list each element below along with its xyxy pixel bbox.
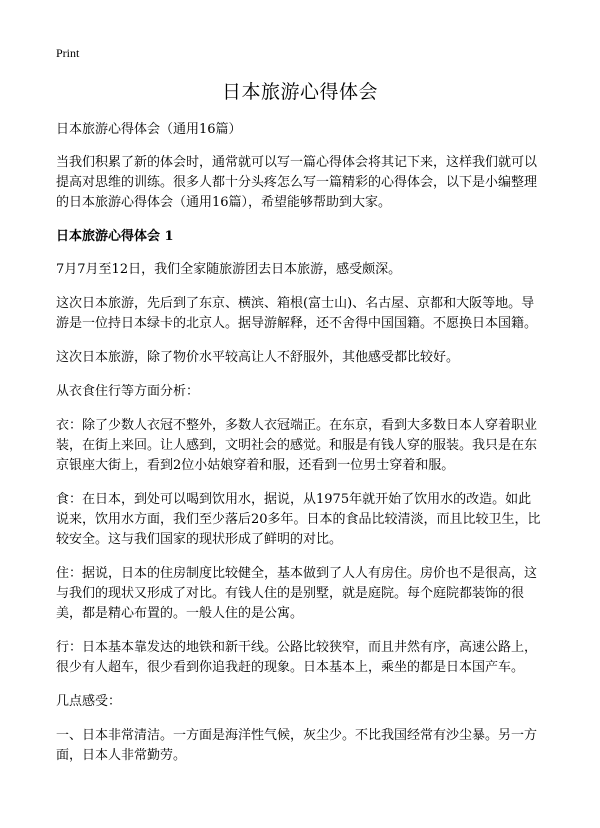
paragraph-cleanliness: 一、日本非常清洁。一方面是海洋性气候，灰尘少。不比我国经常有沙尘暴。另一方面，日本人非常勤劳。 (56, 728, 538, 763)
print-link[interactable]: Print (56, 46, 80, 60)
paragraph-2: 这次日本旅游，先后到了东京、横滨、箱根(富士山)、名古屋、京都和大阪等地。导游是一位持日本绿卡的北京人。据导游解释，还不舍得中国国籍。不愿换日本国籍。 (56, 296, 538, 331)
paragraph-clothing: 衣：除了少数人衣冠不整外，多数人衣冠端正。在东京，看到大多数日本人穿着职业装，在街上来回。让人感到，文明社会的感觉。和服是有钱人穿的服装。我只是在东京银座大街上，看到2位小姑娘穿着和服，还看到一位男士穿着和服。 (56, 418, 538, 473)
document-title: 日本旅游心得体会 (221, 81, 378, 103)
paragraph-impressions: 几点感受： (56, 694, 122, 709)
paragraph-transport: 行：日本基本靠发达的地铁和新干线。公路比较狭窄，而且井然有序，高速公路上，很少有人超车，很少看到你追我赶的现象。日本基本上，乘坐的都是日本国产车。 (56, 640, 538, 675)
paragraph-1: 7月7月至12日，我们全家随旅游团去日本旅游，感受颇深。 (56, 262, 402, 277)
intro-paragraph: 当我们积累了新的体会时，通常就可以写一篇心得体会将其记下来，这样我们就可以提高对思维的训练。很多人都十分头疼怎么写一篇精彩的心得体会，以下是小编整理的日本旅游心得体会（通用16篇），希望能够帮助到大家。 (56, 155, 538, 210)
paragraph-4: 从衣食住行等方面分析： (56, 384, 200, 399)
document-subtitle: 日本旅游心得体会（通用16篇） (56, 122, 242, 137)
paragraph-3: 这次日本旅游，除了物价水平较高让人不舒服外，其他感受都比较好。 (56, 350, 460, 365)
section-heading: 日本旅游心得体会 1 (56, 229, 174, 244)
paragraph-food: 食：在日本，到处可以喝到饮用水，据说，从1975年就开始了饮用水的改造。如此说来，饮用水方面，我们至少落后20多年。日本的食品比较清淡，而且比较卫生，比较安全。这与我们国家的现状形成了鲜明的对比。 (56, 492, 541, 547)
document-body (56, 120, 544, 780)
paragraph-housing: 住：据说，日本的住房制度比较健全，基本做到了人人有房住。房价也不是很高，这与我们的现状又形成了对比。有钱人住的是别墅，就是庭院。每个庭院都装饰的很美，都是精心布置的。一般人住的是公寓。 (56, 566, 538, 621)
